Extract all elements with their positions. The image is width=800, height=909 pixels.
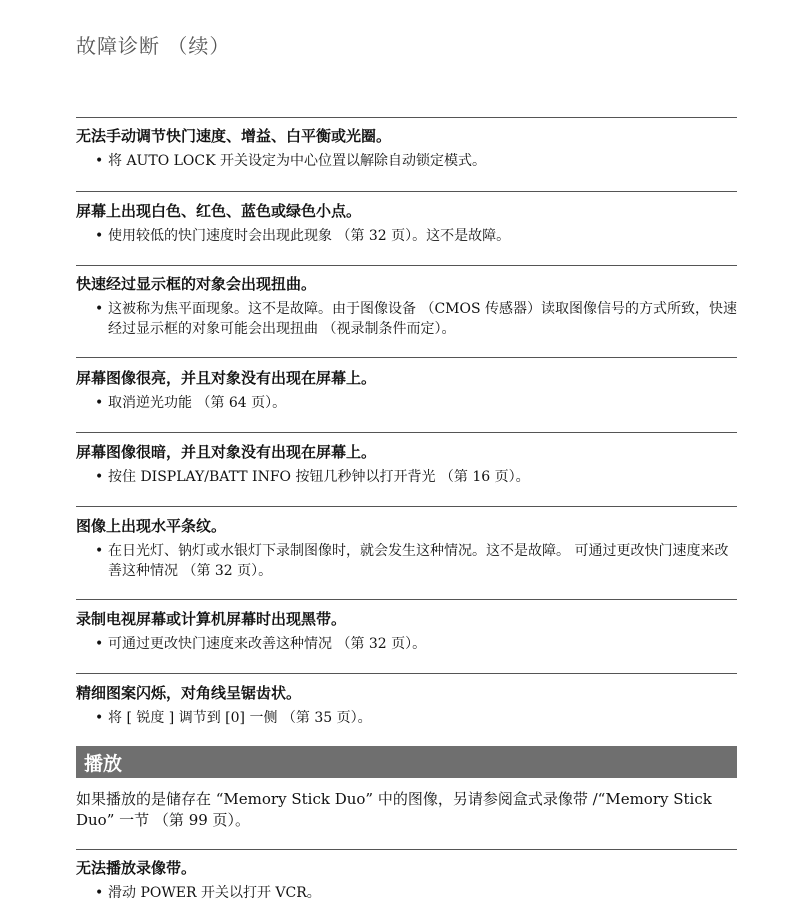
bullet-dot: • [95,301,104,317]
solution-bullet [95,299,738,339]
bullet-dot: • [95,543,104,559]
page-title: 故障诊断 （续） [76,34,231,58]
divider [76,191,737,192]
solution-text: 滑动 POWER 开关以打开 VCR。 [108,885,321,901]
section-header-playback [76,746,737,778]
solution-bullet [95,226,738,246]
issue-heading: 屏幕上出现白色、红色、蓝色或绿色小点。 [76,202,362,220]
divider [76,849,737,850]
solution-bullet [95,708,738,728]
divider [76,265,737,266]
solution-text: 这被称为焦平面现象。这不是故障。由于图像设备 （CMOS 传感器）读取图像信号的方式所致，快速经过显示框的对象可能会出现扭曲 （视录制条件而定）。 [108,301,738,337]
issue-heading: 录制电视屏幕或计算机屏幕时出现黑带。 [76,610,347,628]
solution-bullet [95,883,738,903]
solution-bullet [95,393,738,413]
solution-text: 使用较低的快门速度时会出现此现象 （第 32 页）。这不是故障。 [108,228,511,244]
solution-bullet [95,634,738,654]
issue-heading: 无法播放录像带。 [76,859,197,877]
solution-bullet [95,541,738,581]
solution-bullet [95,151,738,171]
bullet-dot: • [95,395,104,411]
issue-heading: 屏幕图像很暗，并且对象没有出现在屏幕上。 [76,443,377,461]
divider [76,599,737,600]
solution-text: 在日光灯、钠灯或水银灯下录制图像时，就会发生这种情况。这不是故障。 可通过更改快门速度来改善这种情况 （第 32 页）。 [108,543,729,579]
bullet-dot: • [95,153,104,169]
solution-text: 取消逆光功能 （第 64 页）。 [108,395,287,411]
bullet-dot: • [95,710,104,726]
divider [76,506,737,507]
section-intro: 如果播放的是储存在 “Memory Stick Duo” 中的图像，另请参阅盒式录像带 /“Memory Stick Duo” 一节 （第 99 页）。 [76,790,712,829]
divider [76,117,737,118]
issue-heading: 屏幕图像很亮，并且对象没有出现在屏幕上。 [76,369,377,387]
issue-heading: 无法手动调节快门速度、增益、白平衡或光圈。 [76,127,392,145]
solution-text: 将 AUTO LOCK 开关设定为中心位置以解除自动锁定模式。 [108,153,487,169]
divider [76,357,737,358]
section-title: 播放 [84,753,123,775]
issue-heading: 图像上出现水平条纹。 [76,517,227,535]
solution-bullet [95,467,738,487]
issue-heading: 精细图案闪烁，对角线呈锯齿状。 [76,684,302,702]
bullet-dot: • [95,885,104,901]
issue-heading: 快速经过显示框的对象会出现扭曲。 [76,275,317,293]
solution-text: 按住 DISPLAY/BATT INFO 按钮几秒钟以打开背光 （第 16 页）。 [108,469,530,485]
solution-text: 将 [ 锐度 ] 调节到 [0] 一侧 （第 35 页）。 [108,710,372,726]
bullet-dot: • [95,228,104,244]
divider [76,673,737,674]
divider [76,432,737,433]
bullet-dot: • [95,636,104,652]
bullet-dot: • [95,469,104,485]
solution-text: 可通过更改快门速度来改善这种情况 （第 32 页）。 [108,636,427,652]
